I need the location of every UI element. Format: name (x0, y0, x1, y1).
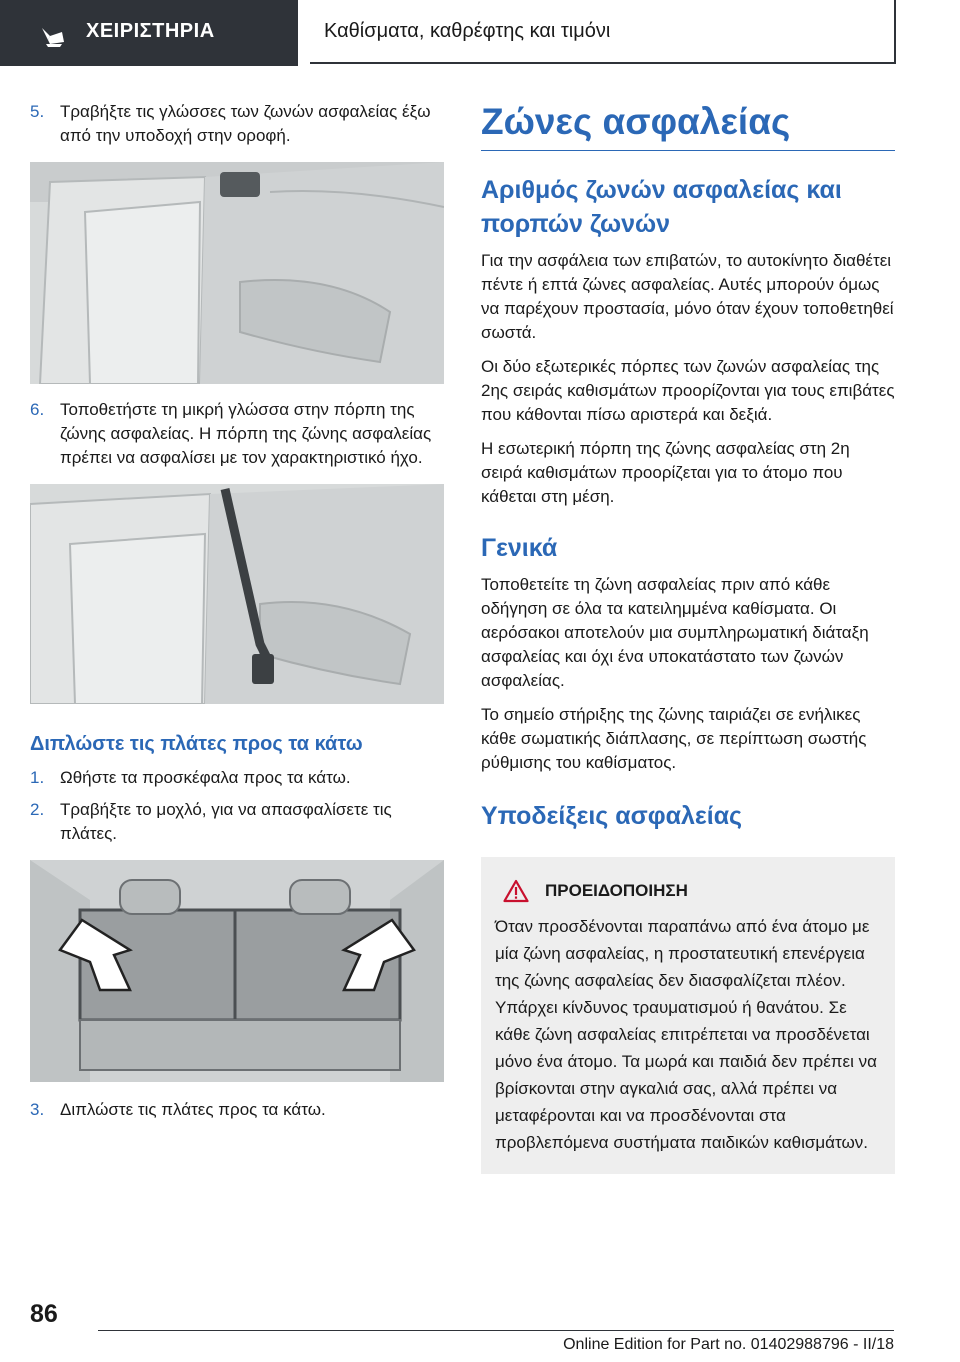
trunk-photo (30, 860, 444, 1082)
step-text: Ωθήστε τα προσκέφαλα προς τα κάτω. (60, 768, 351, 787)
page-number: 86 (30, 1300, 58, 1328)
chapter-tab[interactable] (0, 0, 298, 66)
step-number: 3. (30, 1100, 45, 1119)
step-number: 5. (30, 102, 45, 121)
paragraph: Το σημείο στήριξης της ζώνης ταιριάζει σε ενήλικες κάθε σωματικής διάπλασης, σε περίπτωση σωστής ρύθμισης του καθίσματος. (481, 705, 867, 772)
warning-header (503, 879, 881, 903)
footer-divider (98, 1330, 894, 1331)
step-5 (30, 100, 444, 148)
paragraph: Η εσωτερική πόρπη της ζώνης ασφαλείας στη 2η σειρά καθισμάτων προορίζεται για το άτομο που κάθεται στη μέση. (481, 439, 850, 506)
chapter-title: ΧΕΙΡΙΣΤΗΡΙΑ (86, 20, 215, 42)
edition-text: Online Edition for Part no. 01402988796 - II/18 (563, 1336, 894, 1353)
step-number: 2. (30, 800, 45, 819)
section-tab (310, 0, 896, 64)
step-text: Τοποθετήστε τη μικρή γλώσσα στην πόρπη της ζώνης ασφαλείας. Η πόρπη της ζώνης ασφαλείας πρέπει να ασφαλίσει με τον χαρακτηριστικό ήχο. (60, 400, 432, 467)
warning-box (481, 857, 895, 1174)
step-text: Τραβήξτε το μοχλό, για να απασφαλίσετε τις πλάτες. (60, 800, 392, 843)
page-header (0, 0, 960, 66)
fold-step-1 (30, 766, 444, 790)
paragraph: Για την ασφάλεια των επιβατών, το αυτοκίνητο διαθέτει πέντε ή επτά ζώνες ασφαλείας. Αυτές μπορούν όμως να παρέχουν προστασία, μόνο όταν έχουν τοποθετηθεί σωστά. (481, 251, 894, 342)
step-6 (30, 398, 444, 470)
section-title: Καθίσματα, καθρέφτης και τιμόνι (324, 20, 611, 42)
left-column (30, 100, 444, 1130)
fold-heading: Διπλώστε τις πλάτες προς τα κάτω (30, 733, 363, 755)
step-number: 6. (30, 400, 45, 419)
fold-step-2 (30, 798, 444, 846)
warning-label: ΠΡΟΕΙΔΟΠΟΙΗΣΗ (545, 881, 688, 900)
section-heading-count: Αριθμός ζωνών ασφαλείας και πορπών ζωνών (481, 176, 842, 238)
paragraph: Οι δύο εξωτερικές πόρπες των ζωνών ασφαλείας της 2ης σειράς καθισμάτων προορίζονται για τους επιβάτες που κάθονται πίσω αριστερά και δεξιά. (481, 357, 895, 424)
page-title: Ζώνες ασφαλείας (481, 100, 895, 151)
fold-step-3 (30, 1098, 444, 1122)
right-column (481, 100, 895, 1174)
seat-photo-2 (30, 484, 444, 704)
section-heading-tips: Υποδείξεις ασφαλείας (481, 802, 743, 830)
step-text: Τραβήξτε τις γλώσσες των ζωνών ασφαλείας έξω από την υποδοχή στην οροφή. (60, 102, 431, 145)
step-number: 1. (30, 768, 45, 787)
step-text: Διπλώστε τις πλάτες προς τα κάτω. (60, 1100, 326, 1119)
book-icon (40, 26, 66, 48)
seat-photo-1 (30, 162, 444, 384)
paragraph: Τοποθετείτε τη ζώνη ασφαλείας πριν από κάθε οδήγηση σε όλα τα κατειλημμένα καθίσματα. Οι αερόσακοι αποτελούν μια συμπληρωματική διάταξη ασφαλείας και όχι ένα υποκατάστατο των ζωνών ασφαλείας. (481, 575, 869, 690)
section-heading-general: Γενικά (481, 534, 558, 562)
warning-text: Όταν προσδένονται παραπάνω από ένα άτομο με μία ζώνη ασφαλείας, η προστατευτική επενέργεια της ζώνης ασφαλείας δεν διασφαλίζεται πλέον. Υπάρχει κίνδυνος τραυματισμού ή θανάτου. Σε κάθε ζώνη ασφαλείας επιτρέπεται να προσδένεται μόνο ένα άτομο. Τα μωρά και παιδιά δεν πρέπει να βρίσκονται στην αγκαλιά σας, αλλά πρέπει να μεταφέρονται και να προσδένονται στα προβλεπόμενα συστήματα παιδικών καθισμάτων. (495, 917, 877, 1152)
warning-triangle-icon (503, 879, 529, 903)
